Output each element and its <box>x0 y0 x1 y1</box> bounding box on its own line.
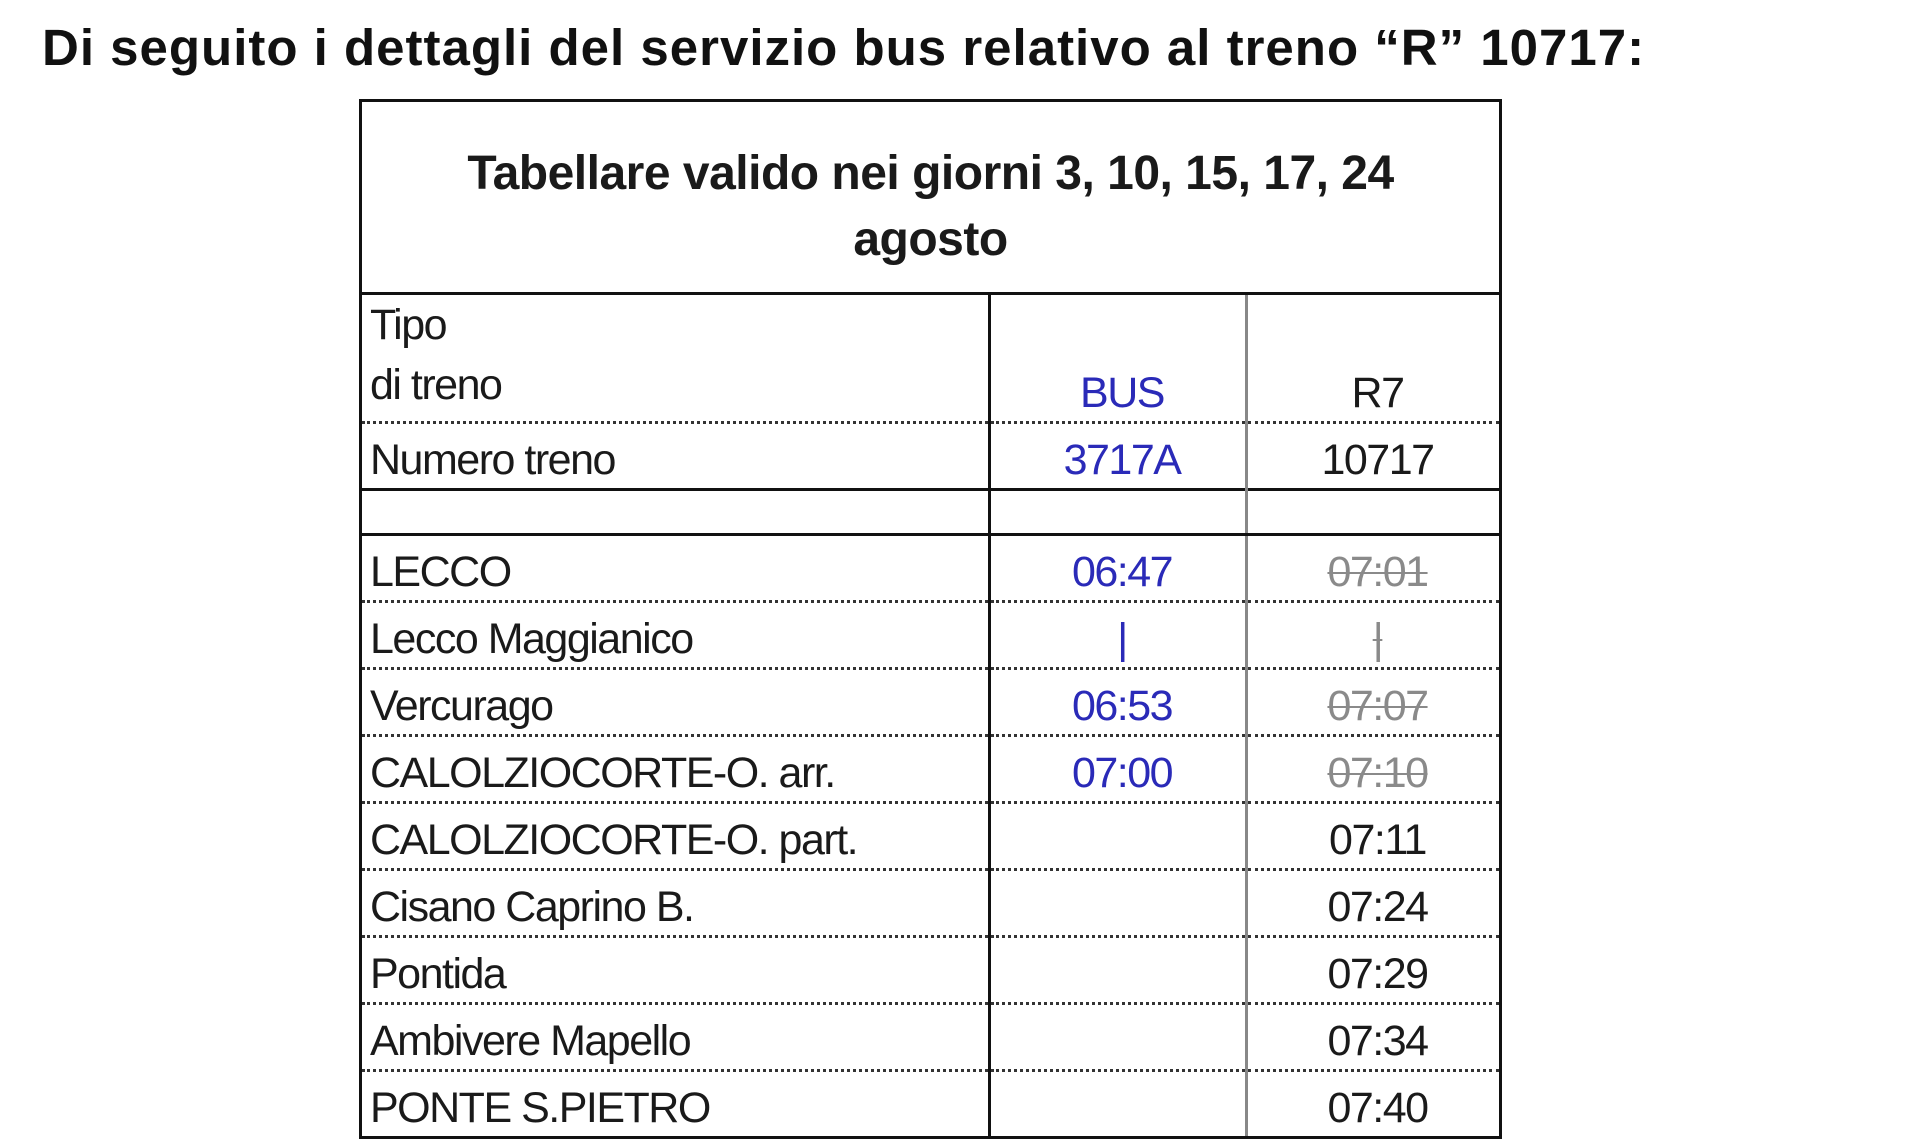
stop-train-time: 07:11 <box>1247 803 1501 870</box>
train-type-bus: BUS <box>990 294 1247 423</box>
page-heading: Di seguito i dettagli del servizio bus relativo al treno “R” 10717: <box>42 19 1646 76</box>
stop-bus-time: | <box>990 602 1247 669</box>
stop-row <box>361 1071 1501 1138</box>
stop-row <box>361 602 1501 669</box>
stop-train-time-cancelled: 07:01 <box>1247 535 1501 602</box>
stop-station-name: Pontida <box>361 937 990 1004</box>
stop-train-time-cancelled: 07:07 <box>1247 669 1501 736</box>
timetable-title: Tabellare valido nei giorni 3, 10, 15, 17, 24 agosto <box>361 101 1501 294</box>
stop-train-time-cancelled: 07:10 <box>1247 736 1501 803</box>
stop-bus-time: 07:00 <box>990 736 1247 803</box>
stop-row <box>361 870 1501 937</box>
train-number-train: 10717 <box>1247 423 1501 490</box>
stop-train-time: 07:29 <box>1247 937 1501 1004</box>
stop-bus-time <box>990 937 1247 1004</box>
spacer-cell <box>361 490 990 535</box>
stop-row <box>361 535 1501 602</box>
stop-station-name: CALOLZIOCORTE-O. arr. <box>361 736 990 803</box>
timetable <box>359 99 1502 1139</box>
stop-station-name: Cisano Caprino B. <box>361 870 990 937</box>
train-type-label-line1: Tipo <box>370 301 447 349</box>
timetable-title-row <box>361 101 1501 294</box>
stop-bus-time <box>990 803 1247 870</box>
stop-row <box>361 736 1501 803</box>
spacer-row <box>361 490 1501 535</box>
train-number-row <box>361 423 1501 490</box>
stop-bus-time: 06:53 <box>990 669 1247 736</box>
stop-bus-time <box>990 1071 1247 1138</box>
stop-station-name: Vercurago <box>361 669 990 736</box>
stop-train-time: 07:34 <box>1247 1004 1501 1071</box>
spacer-cell <box>990 490 1247 535</box>
stop-row <box>361 669 1501 736</box>
stop-station-name: PONTE S.PIETRO <box>361 1071 990 1138</box>
stop-train-time: 07:24 <box>1247 870 1501 937</box>
train-number-label: Numero treno <box>361 423 990 490</box>
stop-station-name: CALOLZIOCORTE-O. part. <box>361 803 990 870</box>
train-type-train: R7 <box>1247 294 1501 423</box>
train-type-label <box>361 294 990 423</box>
stop-train-time-cancelled: | <box>1247 602 1501 669</box>
stop-station-name: LECCO <box>361 535 990 602</box>
stop-station-name: Ambivere Mapello <box>361 1004 990 1071</box>
stop-row <box>361 803 1501 870</box>
train-number-bus: 3717A <box>990 423 1247 490</box>
stop-bus-time <box>990 1004 1247 1071</box>
stops-list <box>361 535 1501 1138</box>
train-type-row <box>361 294 1501 423</box>
stop-bus-time <box>990 870 1247 937</box>
stop-bus-time: 06:47 <box>990 535 1247 602</box>
stop-row <box>361 937 1501 1004</box>
stop-row <box>361 1004 1501 1071</box>
train-type-label-line2: di treno <box>370 361 502 409</box>
spacer-cell <box>1247 490 1501 535</box>
stop-train-time: 07:40 <box>1247 1071 1501 1138</box>
stop-station-name: Lecco Maggianico <box>361 602 990 669</box>
